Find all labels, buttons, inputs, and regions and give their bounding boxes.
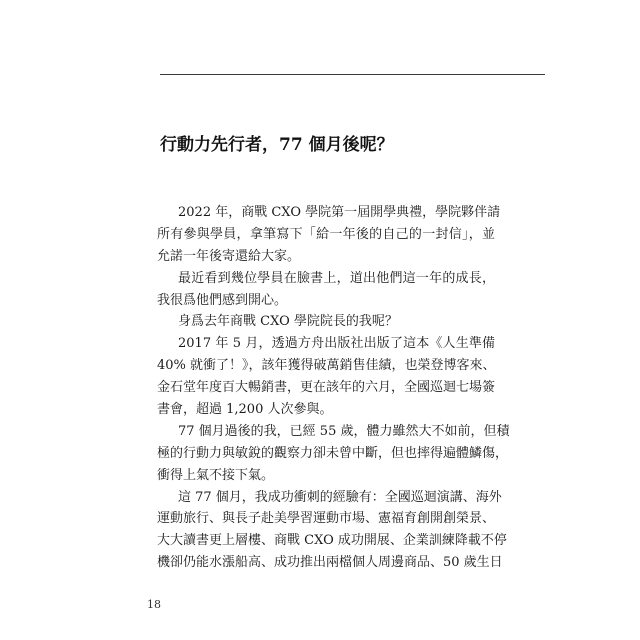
- text-line: 運動旅行、與長子赴美學習運動市場、憲福育創開創榮景、: [157, 511, 496, 527]
- text-line: 最近看到幾位學員在臉書上，道出他們這一年的成長，: [178, 270, 495, 286]
- text-line: 這 77 個月，我成功衝刺的經驗有：全國巡迴演講、海外: [178, 489, 502, 505]
- paragraph: [157, 268, 495, 312]
- paragraph: [157, 333, 495, 421]
- paragraph: [157, 421, 510, 487]
- text-line: 所有參與學員，拿筆寫下「給一年後的自己的一封信」，並: [157, 226, 495, 242]
- body-text: [157, 202, 510, 574]
- paragraph: [157, 202, 501, 268]
- text-line: 衝得上氣不接下氣。: [157, 467, 275, 483]
- text-line: 77 個月過後的我，已經 55 歲，體力雖然大不如前，但積: [178, 423, 510, 439]
- paragraph: [157, 311, 495, 333]
- chapter-title: 行動力先行者，77 個月後呢？: [160, 135, 394, 155]
- text-line: 書會，超過 1,200 人次參與。: [157, 402, 333, 418]
- page-number: 18: [147, 598, 161, 611]
- text-line: 大大讀書更上層樓、商戰 CXO 成功開展、企業訓練降載不停: [157, 533, 507, 549]
- text-line: 2017 年 5 月，透過方舟出版社出版了這本《人生準備: [178, 336, 495, 352]
- text-line: 極的行動力與敏銳的觀察力卻未曾中斷，但也摔得遍體鱗傷，: [157, 445, 509, 461]
- text-line: 40% 就衝了！》，該年獲得破萬銷售佳績，也榮登博客來、: [157, 358, 496, 374]
- text-line: 身爲去年商戰 CXO 學院院長的我呢？: [178, 314, 398, 330]
- text-line: 2022 年，商戰 CXO 學院第一屆開學典禮，學院夥伴請: [178, 205, 501, 220]
- paragraph: [157, 487, 507, 575]
- text-line: 機卻仍能水漲船高、成功推出兩檔個人周邊商品、50 歲生日: [157, 555, 503, 571]
- text-line: 我很爲他們感到開心。: [157, 292, 288, 308]
- header-rule: [160, 74, 545, 75]
- text-line: 金石堂年度百大暢銷書，更在該年的六月，全國巡迴七場簽: [157, 380, 496, 396]
- text-line: 允諾一年後寄還給大家。: [157, 248, 301, 264]
